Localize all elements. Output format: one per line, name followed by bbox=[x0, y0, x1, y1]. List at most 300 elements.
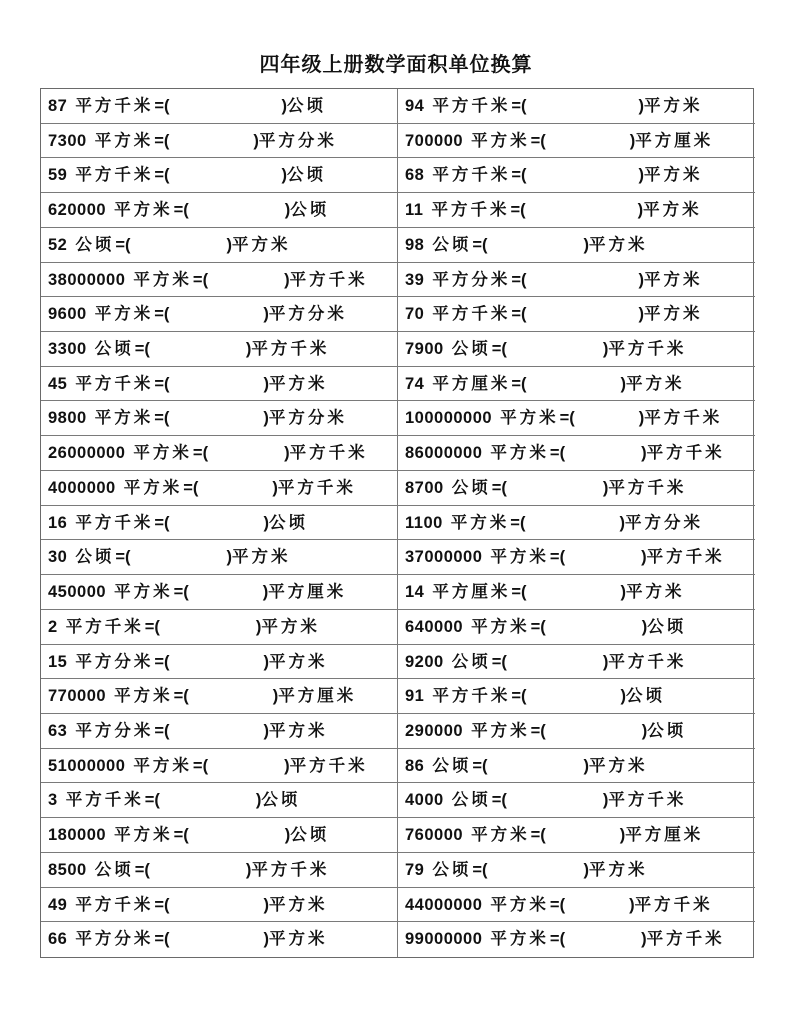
open-paren: ( bbox=[569, 409, 575, 428]
question-cell-left bbox=[41, 228, 398, 263]
target-unit: 平方厘米 bbox=[625, 825, 704, 845]
question-cell-right bbox=[398, 401, 755, 436]
question-text bbox=[405, 575, 685, 609]
open-paren: ( bbox=[183, 687, 189, 706]
close-paren: ) bbox=[619, 826, 626, 845]
close-paren: ) bbox=[637, 201, 644, 220]
question-cell-right bbox=[398, 645, 755, 680]
source-value: 640000 bbox=[405, 617, 464, 636]
source-value: 52 bbox=[48, 235, 68, 254]
question-text bbox=[48, 158, 326, 192]
question-cell-left bbox=[41, 401, 398, 436]
source-unit: 平方千米 bbox=[75, 894, 154, 914]
open-paren: ( bbox=[501, 478, 507, 497]
open-paren: ( bbox=[202, 270, 209, 289]
equals-sign: = bbox=[154, 131, 164, 150]
question-cell-left bbox=[41, 645, 398, 680]
equals-sign: = bbox=[472, 860, 482, 879]
source-unit: 平方分米 bbox=[432, 269, 511, 289]
close-paren: ) bbox=[620, 583, 626, 602]
source-value: 38000000 bbox=[48, 270, 126, 289]
close-paren: ) bbox=[263, 409, 269, 428]
open-paren: ( bbox=[521, 305, 527, 324]
source-value: 45 bbox=[48, 374, 68, 393]
open-paren: ( bbox=[521, 166, 527, 185]
target-unit: 公顷 bbox=[261, 790, 301, 810]
target-unit: 平方千米 bbox=[608, 651, 687, 671]
question-text bbox=[48, 575, 346, 609]
close-paren: ) bbox=[583, 235, 589, 254]
target-unit: 公顷 bbox=[287, 96, 326, 115]
equals-sign: = bbox=[511, 97, 521, 115]
open-paren: ( bbox=[164, 652, 170, 671]
open-paren: ( bbox=[163, 409, 170, 428]
equals-sign: = bbox=[511, 305, 521, 324]
source-value: 98 bbox=[405, 235, 425, 254]
source-unit: 公顷 bbox=[432, 755, 472, 775]
question-text bbox=[405, 645, 686, 679]
source-unit: 公顷 bbox=[451, 477, 491, 497]
question-text bbox=[48, 749, 368, 783]
equals-sign: = bbox=[530, 131, 541, 150]
target-unit: 平方千米 bbox=[289, 755, 368, 775]
close-paren: ) bbox=[641, 444, 647, 463]
close-paren: ) bbox=[619, 513, 625, 532]
open-paren: ( bbox=[482, 235, 488, 254]
equals-sign: = bbox=[115, 235, 125, 254]
open-paren: ( bbox=[501, 652, 507, 671]
target-unit: 平方米 bbox=[626, 373, 685, 393]
equals-sign: = bbox=[154, 721, 164, 740]
open-paren: ( bbox=[519, 513, 526, 532]
close-paren: ) bbox=[245, 860, 252, 879]
open-paren: ( bbox=[164, 513, 170, 532]
equals-sign: = bbox=[530, 721, 541, 740]
close-paren: ) bbox=[583, 860, 589, 879]
question-cell-right bbox=[398, 575, 755, 610]
open-paren: ( bbox=[559, 444, 566, 463]
question-cell-left bbox=[41, 506, 398, 541]
open-paren: ( bbox=[164, 166, 170, 185]
close-paren: ) bbox=[263, 930, 269, 949]
target-unit: 平方千米 bbox=[608, 477, 687, 497]
question-text bbox=[48, 89, 326, 123]
question-text bbox=[48, 506, 308, 540]
open-paren: ( bbox=[202, 444, 209, 463]
close-paren: ) bbox=[226, 548, 232, 567]
close-paren: ) bbox=[641, 721, 648, 740]
source-value: 9600 bbox=[48, 305, 87, 324]
equals-sign: = bbox=[115, 548, 125, 567]
source-value: 700000 bbox=[405, 131, 464, 150]
equals-sign: = bbox=[154, 97, 164, 115]
source-value: 8700 bbox=[405, 478, 444, 497]
question-cell-right bbox=[398, 853, 755, 888]
question-cell-left bbox=[41, 783, 398, 818]
source-value: 94 bbox=[405, 97, 425, 115]
source-value: 74 bbox=[405, 374, 425, 393]
question-text bbox=[48, 297, 347, 331]
source-value: 16 bbox=[48, 513, 68, 532]
source-unit: 平方千米 bbox=[432, 686, 511, 706]
close-paren: ) bbox=[583, 756, 589, 775]
equals-sign: = bbox=[192, 756, 203, 775]
question-cell-left bbox=[41, 124, 398, 159]
close-paren: ) bbox=[602, 791, 609, 810]
open-paren: ( bbox=[164, 895, 170, 914]
question-cell-right bbox=[398, 506, 755, 541]
source-value: 11 bbox=[405, 201, 424, 220]
source-value: 450000 bbox=[48, 583, 107, 602]
source-unit: 平方米 bbox=[471, 616, 530, 636]
target-unit: 平方分米 bbox=[268, 304, 347, 324]
source-value: 79 bbox=[405, 860, 425, 879]
question-text bbox=[48, 401, 347, 435]
open-paren: ( bbox=[559, 930, 566, 949]
source-value: 87 bbox=[48, 97, 68, 115]
target-unit: 平方千米 bbox=[277, 477, 356, 497]
equals-sign: = bbox=[183, 478, 193, 497]
target-unit: 平方米 bbox=[269, 894, 328, 914]
source-unit: 平方千米 bbox=[432, 96, 511, 115]
target-unit: 平方米 bbox=[589, 859, 648, 879]
source-value: 66 bbox=[48, 930, 68, 949]
open-paren: ( bbox=[154, 617, 160, 636]
source-unit: 平方千米 bbox=[75, 165, 154, 185]
equals-sign: = bbox=[173, 687, 184, 706]
question-text bbox=[48, 888, 328, 922]
equals-sign: = bbox=[491, 340, 502, 359]
source-value: 30 bbox=[48, 548, 68, 567]
close-paren: ) bbox=[641, 617, 648, 636]
source-unit: 平方米 bbox=[94, 130, 154, 150]
open-paren: ( bbox=[559, 548, 566, 567]
equals-sign: = bbox=[511, 374, 521, 393]
close-paren: ) bbox=[255, 617, 262, 636]
source-unit: 平方米 bbox=[94, 408, 154, 428]
source-unit: 平方分米 bbox=[75, 720, 154, 740]
target-unit: 平方分米 bbox=[258, 130, 337, 150]
source-value: 91 bbox=[405, 687, 425, 706]
question-cell-right bbox=[398, 158, 755, 193]
open-paren: ( bbox=[125, 548, 131, 567]
question-text bbox=[48, 818, 329, 852]
question-text bbox=[405, 158, 703, 192]
close-paren: ) bbox=[602, 478, 609, 497]
open-paren: ( bbox=[540, 617, 546, 636]
source-unit: 平方千米 bbox=[65, 616, 144, 636]
question-text bbox=[48, 610, 320, 644]
source-unit: 平方分米 bbox=[75, 929, 154, 949]
open-paren: ( bbox=[192, 478, 199, 497]
source-value: 37000000 bbox=[405, 548, 483, 567]
question-text bbox=[405, 888, 713, 922]
question-cell-right bbox=[398, 471, 755, 506]
source-unit: 平方米 bbox=[500, 408, 559, 428]
equals-sign: = bbox=[549, 930, 560, 949]
source-unit: 平方米 bbox=[94, 304, 154, 324]
source-unit: 平方米 bbox=[490, 929, 549, 949]
target-unit: 平方米 bbox=[644, 165, 703, 185]
source-unit: 公顷 bbox=[451, 339, 491, 359]
equals-sign: = bbox=[192, 444, 203, 463]
equals-sign: = bbox=[559, 409, 570, 428]
question-text bbox=[48, 193, 329, 227]
source-value: 49 bbox=[48, 895, 68, 914]
question-cell-left bbox=[41, 679, 398, 714]
source-value: 8500 bbox=[48, 860, 87, 879]
close-paren: ) bbox=[263, 895, 269, 914]
question-text bbox=[48, 263, 368, 297]
question-text bbox=[405, 193, 702, 227]
question-cell-left bbox=[41, 158, 398, 193]
target-unit: 平方厘米 bbox=[278, 686, 357, 706]
open-paren: ( bbox=[540, 826, 546, 845]
question-cell-right bbox=[398, 89, 755, 124]
close-paren: ) bbox=[281, 97, 287, 115]
source-value: 3300 bbox=[48, 340, 87, 359]
target-unit: 平方米 bbox=[269, 929, 328, 949]
question-text bbox=[405, 679, 665, 713]
question-text bbox=[405, 818, 703, 852]
close-paren: ) bbox=[262, 583, 269, 602]
source-unit: 平方千米 bbox=[432, 165, 511, 185]
source-value: 99000000 bbox=[405, 930, 483, 949]
source-value: 4000 bbox=[405, 791, 444, 810]
equals-sign: = bbox=[154, 305, 164, 324]
equals-sign: = bbox=[154, 652, 164, 671]
conversion-table bbox=[40, 88, 754, 958]
target-unit: 平方米 bbox=[644, 304, 703, 324]
equals-sign: = bbox=[491, 791, 502, 810]
open-paren: ( bbox=[521, 270, 527, 289]
question-text bbox=[48, 367, 328, 401]
target-unit: 平方千米 bbox=[646, 547, 725, 567]
source-unit: 平方米 bbox=[133, 443, 192, 463]
open-paren: ( bbox=[183, 201, 189, 220]
source-unit: 平方米 bbox=[490, 894, 549, 914]
source-value: 68 bbox=[405, 166, 425, 185]
equals-sign: = bbox=[510, 513, 520, 532]
source-unit: 平方分米 bbox=[75, 651, 154, 671]
question-cell-left bbox=[41, 749, 398, 784]
question-text bbox=[405, 89, 703, 123]
question-cell-left bbox=[41, 922, 398, 957]
source-unit: 公顷 bbox=[451, 651, 491, 671]
question-text bbox=[48, 679, 356, 713]
question-cell-right bbox=[398, 436, 755, 471]
target-unit: 平方米 bbox=[626, 582, 685, 602]
target-unit: 平方米 bbox=[269, 373, 328, 393]
equals-sign: = bbox=[549, 895, 560, 914]
target-unit: 公顷 bbox=[290, 200, 330, 220]
question-cell-left bbox=[41, 610, 398, 645]
question-text bbox=[405, 124, 713, 158]
open-paren: ( bbox=[154, 791, 160, 810]
equals-sign: = bbox=[134, 340, 145, 359]
question-cell-left bbox=[41, 540, 398, 575]
question-text bbox=[48, 124, 337, 158]
target-unit: 平方米 bbox=[643, 200, 702, 220]
equals-sign: = bbox=[154, 374, 164, 393]
open-paren: ( bbox=[482, 756, 488, 775]
equals-sign: = bbox=[154, 409, 164, 428]
question-cell-left bbox=[41, 89, 398, 124]
equals-sign: = bbox=[530, 826, 541, 845]
target-unit: 平方千米 bbox=[634, 894, 713, 914]
question-cell-right bbox=[398, 297, 755, 332]
equals-sign: = bbox=[549, 548, 560, 567]
source-value: 9200 bbox=[405, 652, 444, 671]
target-unit: 平方千米 bbox=[289, 443, 368, 463]
equals-sign: = bbox=[173, 826, 184, 845]
open-paren: ( bbox=[163, 131, 170, 150]
equals-sign: = bbox=[511, 687, 521, 706]
source-unit: 平方米 bbox=[123, 477, 183, 497]
source-unit: 平方千米 bbox=[75, 512, 154, 532]
source-value: 70 bbox=[405, 305, 425, 324]
question-text bbox=[48, 471, 356, 505]
question-cell-right bbox=[398, 228, 755, 263]
source-value: 100000000 bbox=[405, 409, 493, 428]
close-paren: ) bbox=[263, 513, 269, 532]
source-unit: 平方米 bbox=[490, 547, 549, 567]
equals-sign: = bbox=[154, 930, 164, 949]
close-paren: ) bbox=[263, 374, 269, 393]
open-paren: ( bbox=[183, 826, 189, 845]
source-value: 86000000 bbox=[405, 444, 483, 463]
equals-sign: = bbox=[173, 201, 184, 220]
source-unit: 平方千米 bbox=[75, 373, 154, 393]
open-paren: ( bbox=[501, 791, 507, 810]
question-cell-right bbox=[398, 888, 755, 923]
target-unit: 平方千米 bbox=[646, 443, 725, 463]
open-paren: ( bbox=[540, 131, 546, 150]
equals-sign: = bbox=[144, 791, 155, 810]
close-paren: ) bbox=[284, 201, 291, 220]
close-paren: ) bbox=[638, 270, 644, 289]
question-text bbox=[405, 367, 685, 401]
close-paren: ) bbox=[629, 895, 635, 914]
target-unit: 平方米 bbox=[644, 96, 703, 115]
close-paren: ) bbox=[284, 270, 290, 289]
source-unit: 平方米 bbox=[450, 512, 510, 532]
source-value: 59 bbox=[48, 166, 68, 185]
source-unit: 平方米 bbox=[114, 582, 173, 602]
target-unit: 平方米 bbox=[232, 234, 291, 254]
source-unit: 平方米 bbox=[133, 755, 192, 775]
open-paren: ( bbox=[501, 340, 507, 359]
question-cell-left bbox=[41, 436, 398, 471]
target-unit: 平方米 bbox=[589, 755, 648, 775]
question-cell-left bbox=[41, 714, 398, 749]
close-paren: ) bbox=[255, 791, 262, 810]
open-paren: ( bbox=[163, 305, 170, 324]
open-paren: ( bbox=[540, 721, 546, 740]
question-text bbox=[405, 922, 725, 956]
target-unit: 公顷 bbox=[647, 720, 687, 740]
source-value: 290000 bbox=[405, 721, 464, 740]
question-text bbox=[405, 332, 686, 366]
open-paren: ( bbox=[521, 583, 527, 602]
equals-sign: = bbox=[511, 166, 521, 185]
question-cell-right bbox=[398, 610, 755, 645]
question-text bbox=[405, 749, 648, 783]
source-unit: 平方千米 bbox=[75, 96, 154, 115]
close-paren: ) bbox=[638, 409, 645, 428]
close-paren: ) bbox=[263, 721, 269, 740]
question-cell-left bbox=[41, 853, 398, 888]
question-cell-right bbox=[398, 783, 755, 818]
close-paren: ) bbox=[245, 340, 252, 359]
open-paren: ( bbox=[521, 97, 527, 115]
equals-sign: = bbox=[472, 756, 482, 775]
close-paren: ) bbox=[281, 166, 287, 185]
equals-sign: = bbox=[511, 583, 521, 602]
equals-sign: = bbox=[192, 270, 203, 289]
equals-sign: = bbox=[154, 166, 164, 185]
source-value: 63 bbox=[48, 721, 68, 740]
close-paren: ) bbox=[620, 374, 626, 393]
source-value: 86 bbox=[405, 756, 425, 775]
source-value: 4000000 bbox=[48, 478, 116, 497]
target-unit: 平方千米 bbox=[608, 339, 687, 359]
question-text bbox=[405, 436, 725, 470]
close-paren: ) bbox=[284, 756, 290, 775]
source-value: 620000 bbox=[48, 201, 107, 220]
source-value: 26000000 bbox=[48, 444, 126, 463]
equals-sign: = bbox=[530, 617, 541, 636]
question-cell-right bbox=[398, 818, 755, 853]
source-value: 7900 bbox=[405, 340, 444, 359]
question-cell-right bbox=[398, 367, 755, 402]
source-value: 770000 bbox=[48, 687, 107, 706]
equals-sign: = bbox=[154, 513, 164, 532]
source-value: 1100 bbox=[405, 513, 443, 532]
question-cell-left bbox=[41, 263, 398, 298]
equals-sign: = bbox=[134, 860, 145, 879]
question-cell-right bbox=[398, 679, 755, 714]
question-cell-left bbox=[41, 471, 398, 506]
source-unit: 平方千米 bbox=[65, 790, 144, 810]
question-text bbox=[405, 783, 686, 817]
question-cell-right bbox=[398, 922, 755, 957]
source-value: 3 bbox=[48, 791, 58, 810]
close-paren: ) bbox=[638, 166, 644, 185]
open-paren: ( bbox=[144, 340, 150, 359]
close-paren: ) bbox=[284, 444, 290, 463]
source-value: 760000 bbox=[405, 826, 464, 845]
question-text bbox=[405, 506, 703, 540]
question-cell-left bbox=[41, 575, 398, 610]
target-unit: 平方米 bbox=[269, 720, 328, 740]
question-text bbox=[48, 853, 329, 887]
question-text bbox=[48, 645, 328, 679]
open-paren: ( bbox=[164, 97, 170, 115]
close-paren: ) bbox=[638, 97, 644, 115]
equals-sign: = bbox=[472, 235, 482, 254]
close-paren: ) bbox=[602, 652, 609, 671]
target-unit: 平方厘米 bbox=[635, 130, 714, 150]
question-text bbox=[48, 714, 328, 748]
source-value: 180000 bbox=[48, 826, 107, 845]
equals-sign: = bbox=[491, 478, 502, 497]
open-paren: ( bbox=[164, 374, 170, 393]
target-unit: 平方米 bbox=[261, 616, 320, 636]
target-unit: 平方米 bbox=[269, 651, 328, 671]
target-unit: 平方千米 bbox=[251, 859, 330, 879]
source-value: 7300 bbox=[48, 131, 87, 150]
